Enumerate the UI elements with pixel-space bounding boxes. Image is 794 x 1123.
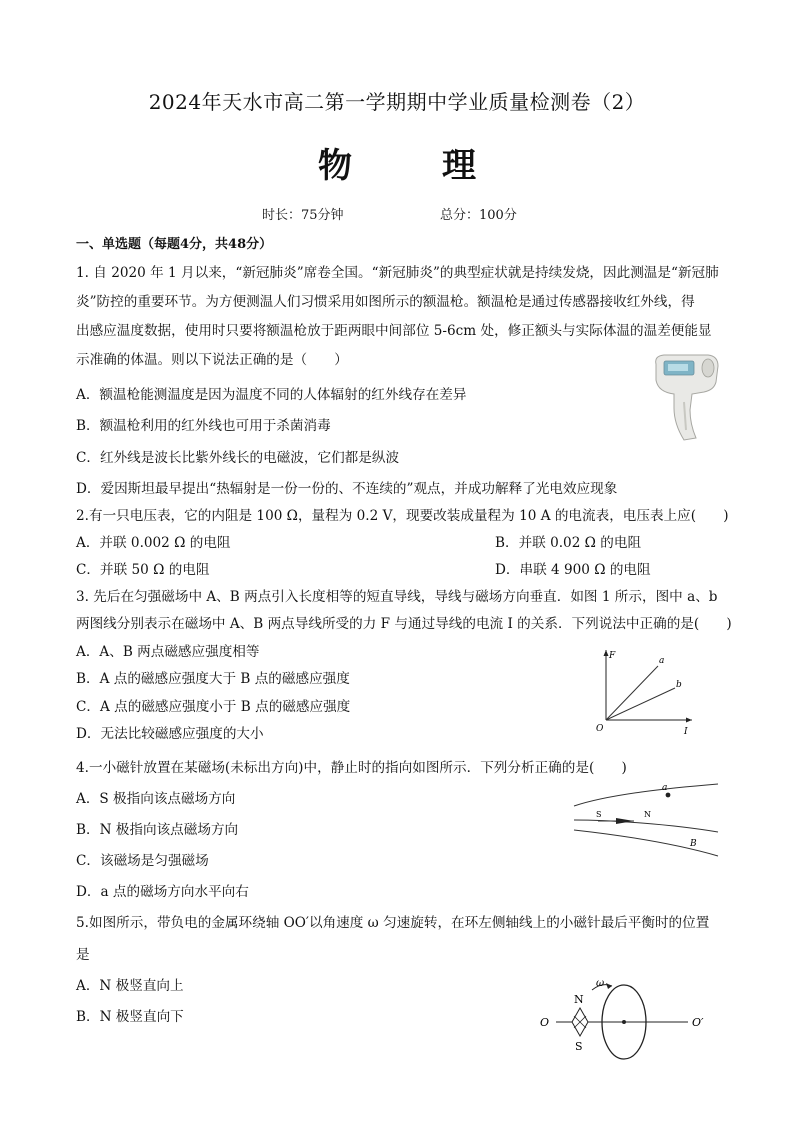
q2-option-d: D．串联 4 900 Ω 的电阻	[495, 562, 651, 578]
q4-option-c: C．该磁场是匀强磁场	[76, 853, 209, 869]
q5-option-a: A．N 极竖直向上	[76, 978, 184, 994]
exam-duration: 时长：75分钟	[262, 208, 344, 223]
q3-option-b: B．A 点的磁感应强度大于 B 点的磁感应强度	[76, 671, 350, 687]
q1-line-3: 出感应温度数据，使用时只要将额温枪放于距两眼中间部位 5-6cm 处，修正额头与实际体温的温差便能显	[76, 323, 712, 339]
field-b-label: B	[690, 839, 697, 849]
q4-option-d: D．a 点的磁场方向水平向右	[76, 884, 249, 900]
q4-option-a: A．S 极指向该点磁场方向	[76, 791, 236, 807]
q2-option-b: B．并联 0.02 Ω 的电阻	[495, 535, 642, 551]
q3-force-current-graph	[592, 646, 696, 738]
q2-option-c: C．并联 50 Ω 的电阻	[76, 562, 210, 578]
q2-option-a: A．并联 0.002 Ω 的电阻	[76, 535, 231, 551]
q5-ring-figure	[538, 976, 714, 1060]
q5-option-b: B．N 极竖直向下	[76, 1009, 184, 1025]
q3-option-c: C．A 点的磁感应强度小于 B 点的磁感应强度	[76, 699, 351, 715]
q5-line-2: 是	[76, 947, 90, 963]
compass-needle	[616, 818, 634, 824]
q1-option-d: D．爱因斯坦最早提出“热辐射是一份一份的、不连续的”观点，并成功解释了光电效应现象	[76, 481, 618, 497]
needle-n-label: N	[644, 810, 651, 819]
exam-title: 2024年天水市高二第一学期期中学业质量检测卷（2）	[148, 90, 646, 114]
exam-total-score: 总分：100分	[440, 208, 517, 223]
graph-y-label: F	[609, 651, 616, 661]
q4-field-figure	[570, 782, 722, 858]
axis-o-label: O	[540, 1016, 550, 1029]
graph-origin-label: O	[596, 724, 604, 734]
q1-line-4: 示准确的体温。则以下说法正确的是（ ）	[76, 352, 348, 368]
subject-heading: 物理	[318, 146, 566, 186]
needle-s-label: S	[596, 810, 602, 819]
q1-option-b: B．额温枪利用的红外线也可用于杀菌消毒	[76, 418, 331, 434]
section-heading: 一、单选题（每题4分，共48分）	[76, 237, 273, 252]
graph-line-a-label: a	[659, 656, 665, 666]
graph-line-b-label: b	[676, 680, 682, 690]
north-label: N	[574, 993, 584, 1006]
q4-option-b: B．N 极指向该点磁场方向	[76, 822, 239, 838]
point-a-label: a	[662, 783, 668, 793]
q5-line-1: 5.如图所示，带负电的金属环绕轴 OO′以角速度 ω 匀速旋转，在环左侧轴线上的小磁针最后平衡时的位置	[76, 915, 710, 931]
q1-line-1: 1. 自 2020 年 1 月以来，“新冠肺炎”席卷全国。“新冠肺炎”的典型症状就是持续发烧，因此测温是“新冠肺	[76, 265, 719, 281]
omega-label: ω	[596, 978, 605, 989]
q2-question: 2.有一只电压表，它的内阻是 100 Ω，量程为 0.2 V，现要改装成量程为 10 A 的电流表，电压表上应( )	[76, 508, 729, 524]
q3-option-a: A．A、B 两点磁感应强度相等	[76, 644, 260, 660]
forehead-thermometer-image	[650, 352, 722, 444]
q3-line-2: 两图线分别表示在磁场中 A、B 两点导线所受的力 F 与通过导线的电流 I 的关系．下列说法中正确的是( )	[76, 616, 732, 632]
point-a-marker	[666, 793, 671, 798]
q4-question: 4.一小磁针放置在某磁场(未标出方向)中，静止时的指向如图所示．下列分析正确的是( )	[76, 760, 627, 776]
south-label: S	[575, 1040, 583, 1053]
q1-option-c: C．红外线是波长比紫外线长的电磁波，它们都是纵波	[76, 450, 400, 466]
q3-option-d: D．无法比较磁感应强度的大小	[76, 726, 264, 742]
q1-option-a: A．额温枪能测温度是因为温度不同的人体辐射的红外线存在差异	[76, 387, 467, 403]
q3-line-1: 3. 先后在匀强磁场中 A、B 两点引入长度相等的短直导线，导线与磁场方向垂直．如图 1 所示，图中 a、b	[76, 589, 718, 605]
graph-x-label: I	[684, 727, 688, 737]
axis-o-prime-label: O′	[692, 1016, 704, 1029]
q1-line-2: 炎”防控的重要环节。为方便测温人们习惯采用如图所示的额温枪。额温枪是通过传感器接收红外线，得	[76, 294, 695, 310]
